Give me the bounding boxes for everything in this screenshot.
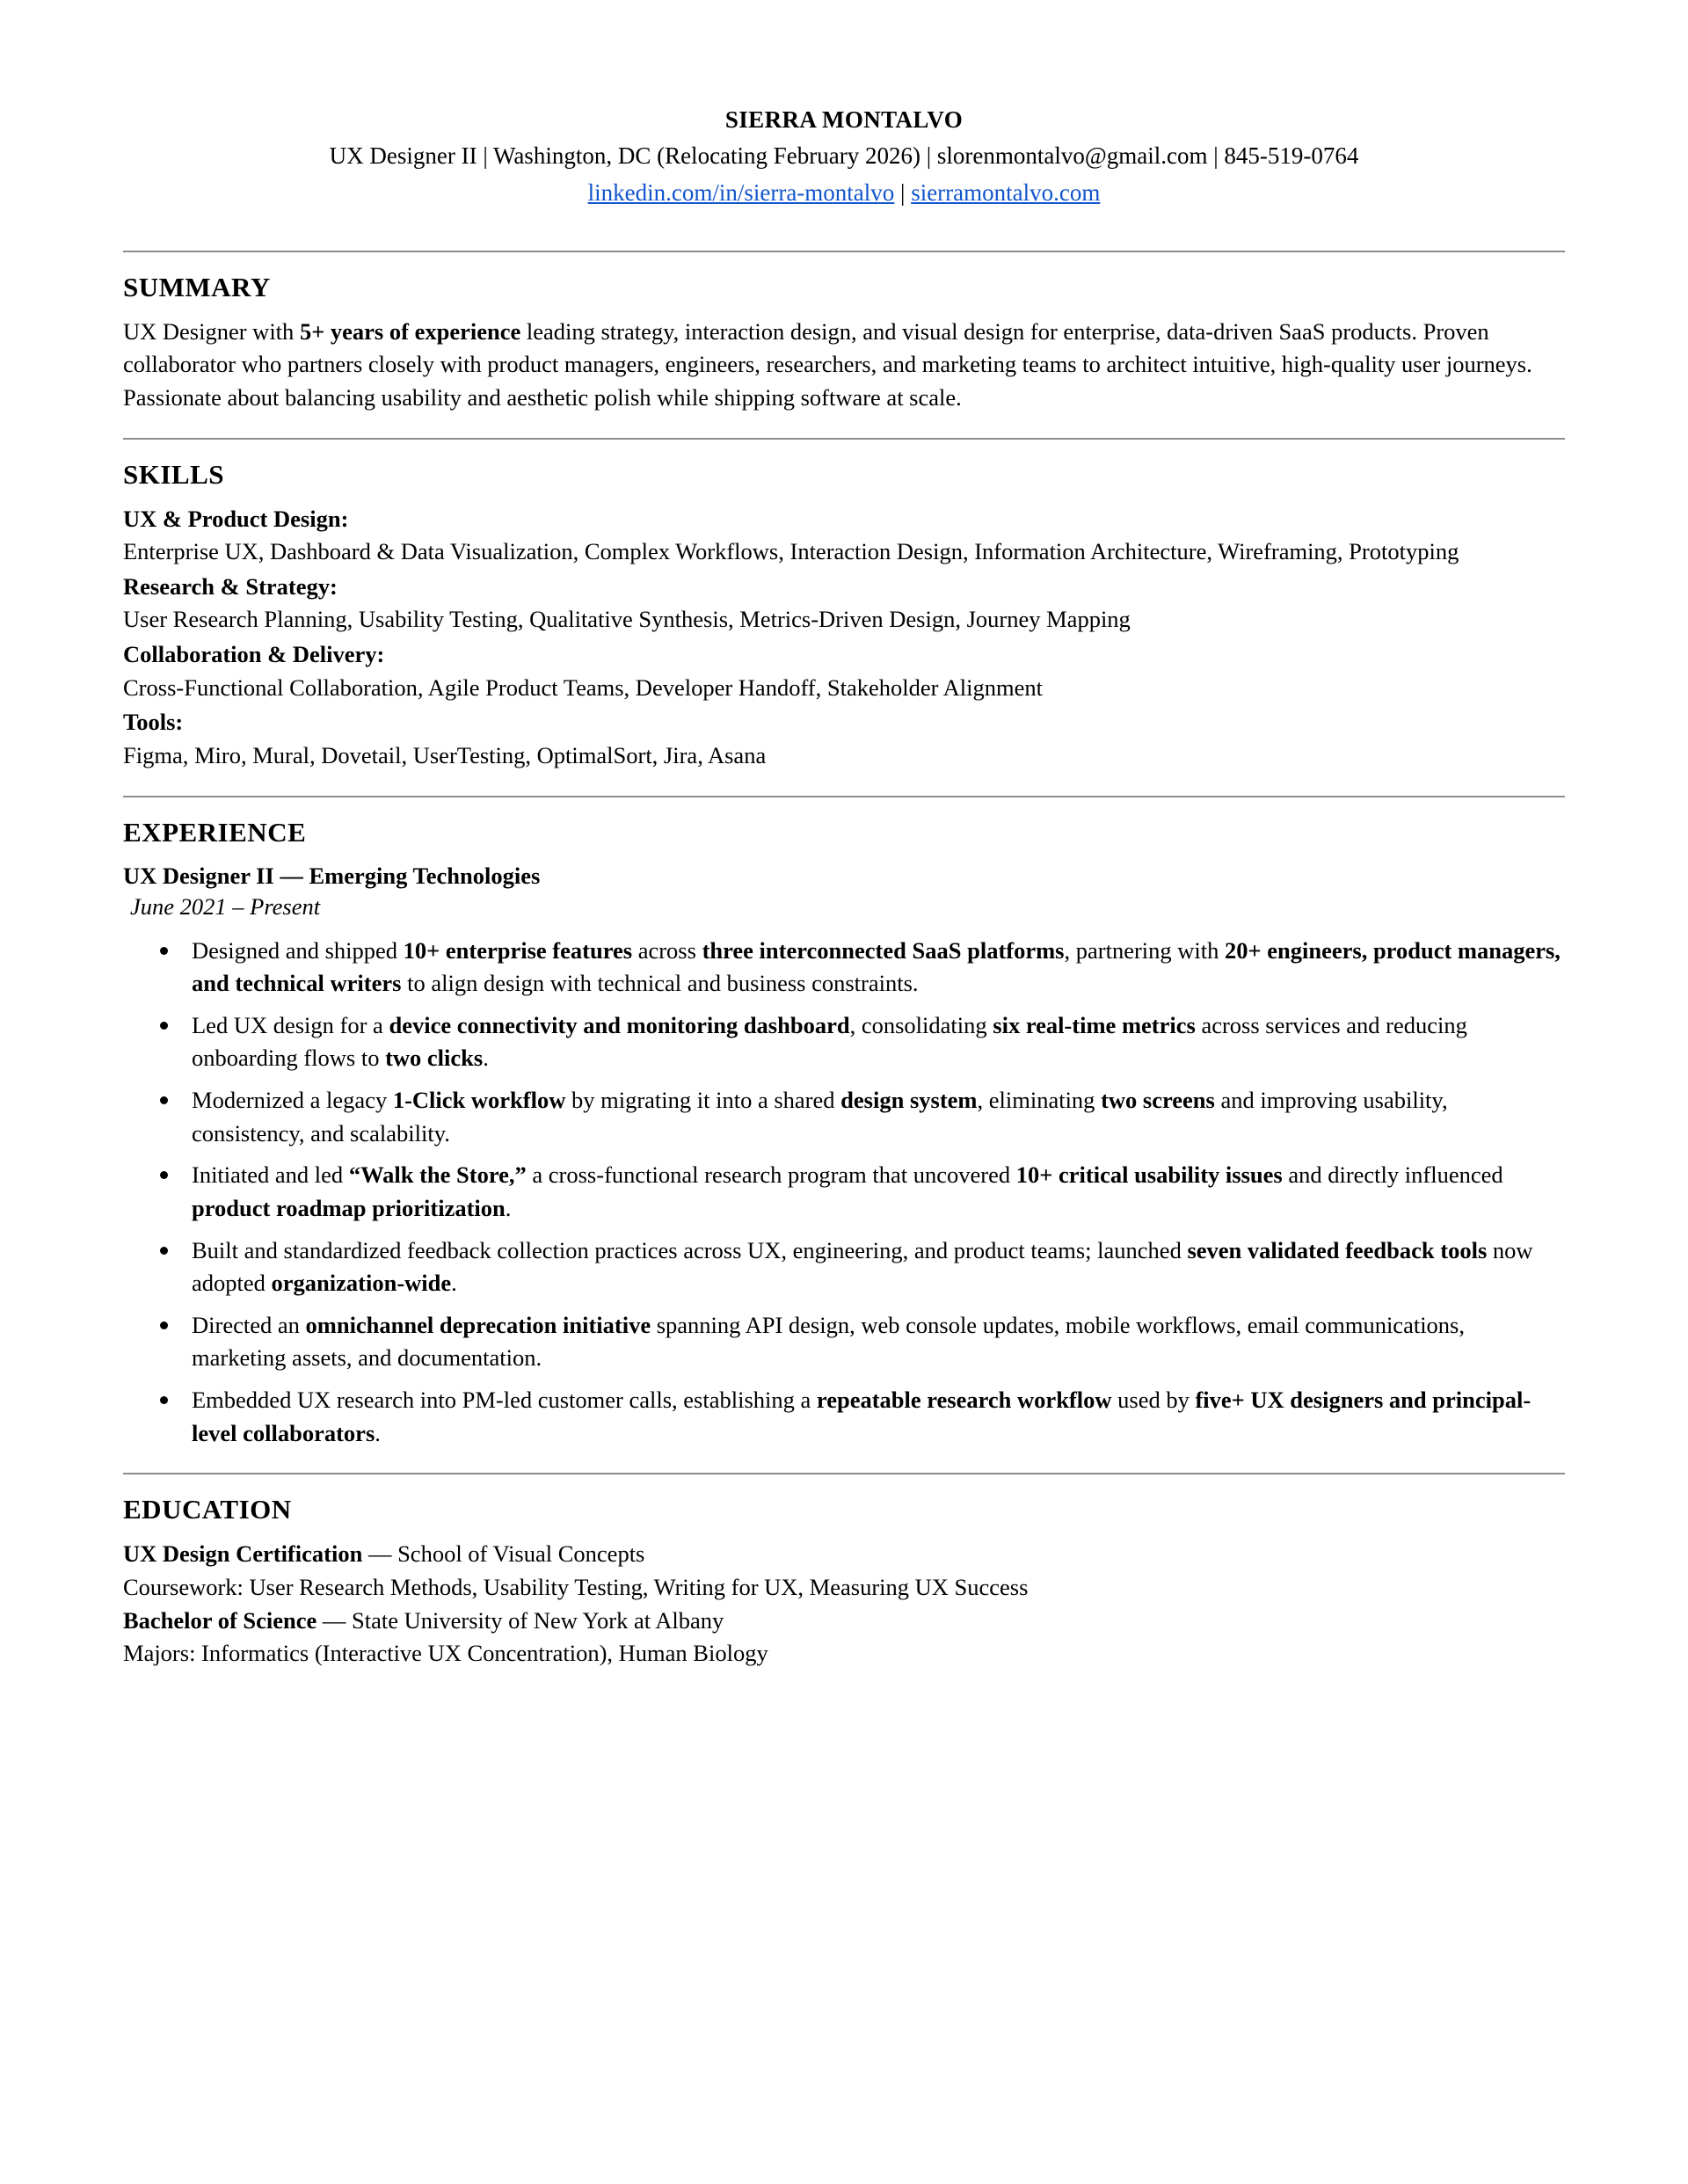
experience-heading: EXPERIENCE (123, 816, 307, 848)
job-dates: June 2021 – Present (130, 892, 321, 920)
bullet-text: now adopted (192, 1236, 1533, 1297)
summary-text-part-2: leading strategy, interaction design, and visual design for enterprise, data-driven SaaS products. Proven collaborator who partners closely with product managers, engineers, researchers, and marketing teams to architect intuitive, high-quality user journeys. Passionate about balancing usability and aesthetic polish while shipping software at scale. (123, 317, 1532, 411)
bullet-text: and directly influenced (1282, 1161, 1503, 1189)
resume-header (123, 104, 1565, 210)
experience-bullet (153, 1159, 1565, 1225)
phone-text: 845-519-0764 (1224, 142, 1359, 170)
skill-group-label: Collaboration & Delivery: (123, 641, 385, 668)
bullet-text: Modernized a legacy (192, 1087, 393, 1114)
bullet-text: a cross-functional research program that uncovered (526, 1161, 1016, 1189)
experience-bullet (153, 1234, 1565, 1300)
bullet-highlight: six real-time metrics (993, 1011, 1196, 1038)
experience-bullet (153, 1384, 1565, 1450)
degree-line (123, 1605, 1565, 1638)
experience-bullet (153, 1084, 1565, 1150)
bullet-text: . (375, 1419, 381, 1446)
skill-group-label: Tools: (123, 709, 184, 736)
links-separator: | (900, 178, 906, 206)
bullet-highlight: design system (840, 1087, 978, 1114)
bullet-highlight: five+ UX designers and principal-level collaborators (192, 1387, 1532, 1446)
summary-text-part-1: UX Designer with (123, 317, 300, 345)
candidate-links-line (123, 176, 1565, 210)
bullet-highlight: 20+ engineers, product managers, and technical writers (192, 936, 1561, 997)
bullet-text: to align design with technical and business constraints. (401, 970, 919, 997)
bullet-text: across services and reducing onboarding flows to (192, 1011, 1467, 1072)
bullet-text: Directed an (192, 1311, 306, 1338)
degree-name: Bachelor of Science (123, 1606, 317, 1634)
section-summary (123, 272, 1565, 415)
bullet-highlight: product roadmap prioritization (192, 1194, 506, 1221)
bullet-text: . (483, 1045, 489, 1072)
bullet-text: , partnering with (1064, 936, 1226, 964)
bullet-text: by migrating it into a shared (565, 1087, 841, 1114)
certification-name: UX Design Certification (123, 1540, 363, 1568)
summary-heading: SUMMARY (123, 271, 271, 302)
bullet-text: , eliminating (977, 1087, 1102, 1114)
bullet-highlight: device connectivity and monitoring dashboard (389, 1011, 850, 1038)
section-divider-summary (123, 251, 1565, 252)
skills-heading: SKILLS (123, 458, 225, 490)
experience-bullet-list (123, 935, 1565, 1451)
bullet-text: Embedded UX research into PM-led customer calls, establishing a (192, 1387, 817, 1414)
summary-text (123, 316, 1565, 415)
certification-coursework: Coursework: User Research Methods, Usability Testing, Writing for UX, Measuring UX Success (123, 1573, 1029, 1600)
skill-group-values: Figma, Miro, Mural, Dovetail, UserTesting, OptimalSort, Jira, Asana (123, 741, 767, 768)
bullet-text: spanning API design, web console updates, mobile workflows, email communications, marketing assets, and documentation. (192, 1311, 1465, 1372)
bullet-highlight: “Walk the Store,” (348, 1161, 527, 1189)
bullet-text: across (632, 936, 702, 964)
bullet-text: . (505, 1194, 512, 1221)
section-skills (123, 459, 1565, 773)
linkedin-link[interactable]: linkedin.com/in/sierra-montalvo (587, 178, 895, 206)
bullet-text: Led UX design for a (192, 1011, 389, 1038)
bullet-highlight: 10+ critical usability issues (1015, 1161, 1283, 1189)
bullet-text: Built and standardized feedback collection practices across UX, engineering, and product teams; launched (192, 1236, 1188, 1263)
job-title: UX Designer II — Emerging Technologies (123, 862, 541, 889)
section-experience (123, 817, 1565, 1451)
section-divider-experience (123, 796, 1565, 797)
bullet-text: , consolidating (849, 1011, 993, 1038)
section-divider-education (123, 1473, 1565, 1474)
bullet-highlight: organization-wide (271, 1270, 452, 1297)
education-heading: EDUCATION (123, 1494, 292, 1525)
bullet-highlight: omnichannel deprecation initiative (305, 1311, 651, 1338)
bullet-text: . (451, 1270, 457, 1297)
skill-group-values: Enterprise UX, Dashboard & Data Visualization, Complex Workflows, Interaction Design, Information Architecture, Wireframing, Prototyping (123, 538, 1459, 565)
skill-group-label: UX & Product Design: (123, 505, 349, 532)
bullet-highlight: two clicks (385, 1045, 484, 1072)
bullet-text: used by (1111, 1387, 1196, 1414)
bullet-text: Designed and shipped (192, 936, 404, 964)
bullet-highlight: three interconnected SaaS platforms (702, 936, 1065, 964)
degree-school: — State University of New York at Albany (316, 1606, 724, 1634)
bullet-highlight: two screens (1101, 1087, 1215, 1114)
degree-majors: Majors: Informatics (Interactive UX Concentration), Human Biology (123, 1640, 768, 1667)
experience-bullet (153, 1309, 1565, 1375)
experience-bullet (153, 935, 1565, 1001)
contact-separator: | (1213, 142, 1219, 170)
candidate-name: SIERRA MONTALVO (724, 106, 964, 133)
bullet-text: and improving usability, consistency, and scalability. (192, 1087, 1448, 1147)
skill-group-label: Research & Strategy: (123, 572, 338, 600)
bullet-text: Initiated and led (192, 1161, 349, 1189)
certification-line (123, 1538, 1565, 1571)
title-location-text: UX Designer II | Washington, DC (Relocating February 2026) | (329, 142, 932, 170)
certification-school: — School of Visual Concepts (362, 1540, 645, 1568)
email-text: slorenmontalvo@gmail.com (936, 142, 1208, 170)
section-education (123, 1494, 1565, 1671)
skill-group-values: User Research Planning, Usability Testing, Qualitative Synthesis, Metrics-Driven Design, Journey Mapping (123, 606, 1131, 633)
section-divider-skills (123, 438, 1565, 440)
website-link[interactable]: sierramontalvo.com (911, 178, 1101, 206)
skill-group-values: Cross-Functional Collaboration, Agile Product Teams, Developer Handoff, Stakeholder Alignment (123, 673, 1043, 701)
summary-highlight: 5+ years of experience (299, 317, 521, 345)
bullet-highlight: 1-Click workflow (392, 1087, 566, 1114)
candidate-contact-line (123, 139, 1565, 173)
bullet-highlight: 10+ enterprise features (403, 936, 633, 964)
bullet-highlight: seven validated feedback tools (1187, 1236, 1488, 1263)
bullet-highlight: repeatable research workflow (816, 1387, 1112, 1414)
experience-bullet (153, 1009, 1565, 1075)
